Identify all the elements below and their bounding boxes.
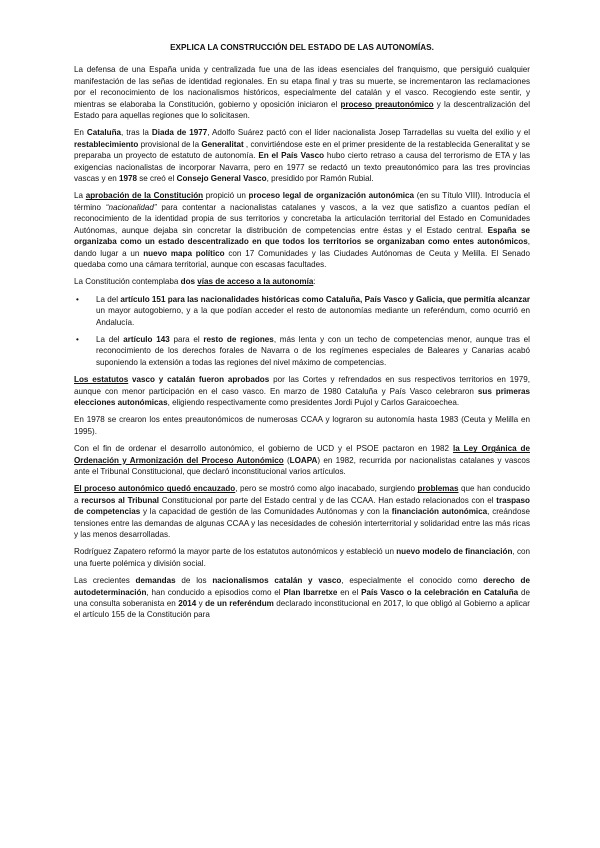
bold-term: recursos al Tribunal <box>81 495 160 505</box>
bold-term: Generalitat <box>201 139 244 149</box>
text-run: , creándose tensiones entre las demandas de algunas CCAA y las necesidades de cohesión interterritorial y solidaridad entre las más ricas y las menos desarrolladas. <box>74 507 530 540</box>
text-run: y <box>196 599 206 609</box>
underlined-term: proceso preautonómico <box>340 99 434 109</box>
bold-term: Consejo General Vasco <box>176 174 267 184</box>
text-run: Con el fin de ordenar el desarrollo autonómico, el gobierno de UCD y el PSOE pactaron en 1982 <box>74 444 453 454</box>
text-run: propició un <box>203 191 249 201</box>
text-run: por las Cortes y refrendados en sus respectivos territorios en 1979, aunque con menor participación en el caso vasco. En marzo de 1980 Cataluña y País Vasco celebraron <box>74 375 531 396</box>
text-run: La del <box>96 294 121 304</box>
paragraph-constitucion <box>74 190 530 270</box>
text-run: para contentar a nacionalistas catalanes y vascos, a la vez que satisfizo a cuantos pedían el reconocimiento de la identidad propia de sus territorios y concretaba la articulación territorial del Estado en Comunidades Autónomas, aunque dejaba sin concretar la distribución de competencias entre éstas y el Estado central. <box>74 202 530 235</box>
text-run: ( <box>283 455 290 465</box>
bold-term: 2014 <box>178 599 197 609</box>
bold-term: traspaso de competencias <box>74 495 530 517</box>
paragraph-demandas-nacionalistas <box>74 575 530 621</box>
bold-term: vasco y catalán fueron aprobados <box>128 375 270 385</box>
text-run: Constitucional por parte del Estado central y de las CCAA. Han estado relacionados con el <box>159 495 497 505</box>
underlined-term: vías de acceso a la autonomía <box>197 277 314 287</box>
bold-term: nacionalismos catalán y vasco <box>212 576 342 586</box>
text-run: En <box>74 128 87 138</box>
text-run: y la descentralización del Estado para aquellas regiones que lo solicitasen. <box>74 99 530 121</box>
paragraph-entes-preautonomicos: En 1978 se crearon los entes preautonómicos de numerosas CCAA y lograron su autonomía hasta 1983 (Ceuta y Melilla en 1995). <box>74 415 530 436</box>
bold-term: proceso legal de organización autonómica <box>248 191 415 201</box>
underlined-term: aprobación de la Constitución <box>85 191 204 201</box>
underlined-term: la Ley Orgánica de Ordenación y Armonización del Proceso Autonómico <box>74 444 530 465</box>
text-run: , eligiendo respectivamente como presidentes Jordi Pujol y Carlos Garaicoechea. <box>167 397 460 407</box>
text-run: , con una fuerte polémica y división social. <box>74 547 530 568</box>
underlined-term: problemas <box>417 484 459 494</box>
bold-term: financiación autonómica <box>391 507 488 517</box>
text-run: , han conducido a episodios como el <box>146 587 284 597</box>
text-run: La defensa de una España unida y centralizada fue una de las ideas esenciales del franquismo, que persiguió cualquier manifestación de las señas de identidad regionales. En su etapa final y tras su muerte, se incrementaron las reclamaciones por el reconocimiento de los nacionalismos históricos, especialmente del catalán y el vasco. Recogiendo este sentir, y mientras se elaboraba la Constitución, gobierno y oposición iniciaron el <box>74 65 530 109</box>
bold-term: dos <box>180 277 196 287</box>
paragraph-zapatero <box>74 546 530 569</box>
text-run: , pero se mostró como algo inacabado, surgiendo <box>235 484 418 494</box>
text-run: , más lenta y con un techo de competencias menor, aunque tras el reconocimiento de los derechos forales de Navarra o de los regímenes especiales de Baleares y Canarias acabó suponiendo la extensión a todas las regiones del nivel máximo de competencias. <box>96 334 530 367</box>
paragraph-franquismo <box>74 64 530 121</box>
bold-term: restablecimiento <box>74 139 139 149</box>
bold-term: Cataluña <box>86 128 122 138</box>
bullet-icon: • <box>76 334 79 344</box>
bold-term: artículo 151 para las nacionalidades históricas como Cataluña, País Vasco y Galicia, que permitía alcanzar <box>120 294 530 304</box>
bold-term: Diada de 1977 <box>151 128 208 138</box>
text-run: para el <box>169 334 204 344</box>
text-run: , especialmente el conocido como <box>341 576 484 586</box>
text-run: y la capacidad de gestión de las Comunidades Autónomas y con la <box>140 507 392 517</box>
bold-term: España se organizaba como un estado descentralizado en que todos los territorios se organizaban como entes autonómicos <box>74 225 530 247</box>
bold-term: nuevo mapa político <box>143 248 225 258</box>
underlined-term: El proceso autonómico quedó encauzado <box>74 484 236 494</box>
text-run: La <box>74 191 86 201</box>
text-run: (en su Título VIII). Introducía el término <box>74 191 530 212</box>
text-run: : <box>313 277 316 287</box>
paragraph-cataluna-pais-vasco <box>74 127 530 184</box>
bold-term: derecho de autodeterminación <box>74 576 530 597</box>
bullet-list <box>74 294 530 368</box>
bold-term: 1978 <box>119 174 138 184</box>
list-item-articulo-143 <box>74 334 530 368</box>
bold-term: demandas <box>135 576 176 586</box>
text-run: de una consulta soberanista en <box>74 587 530 609</box>
text-run: declarado inconstitucional en 2017, lo que obligó al Gobierno a aplicar el artículo 155 de la Constitución para <box>74 599 531 620</box>
bold-term: En el País Vasco <box>258 151 325 161</box>
text-run: , dando lugar a un <box>74 237 530 258</box>
paragraph-proceso-encauzado <box>74 483 530 540</box>
text-run: Las crecientes <box>74 576 136 586</box>
text-run: Rodríguez Zapatero reformó la mayor parte de los estatutos autonómicos y estableció un <box>74 547 397 557</box>
bold-term: artículo 143 <box>123 334 170 344</box>
text-run: en el <box>337 587 362 597</box>
bold-term: Plan Ibarretxe <box>283 587 338 597</box>
bold-term: de un referéndum <box>205 599 274 609</box>
text-run: un mayor autogobierno, y a la que podían acceder el resto de autonomías mediante un referéndum, como ocurrió en Andalucía. <box>96 306 530 327</box>
bold-term: nuevo modelo de financiación <box>396 547 513 557</box>
paragraph-loapa <box>74 443 530 477</box>
text-run: de los <box>175 576 213 586</box>
text-run: provisional de la <box>138 139 202 149</box>
text-run: que han conducido a <box>74 484 531 505</box>
text-run: hubo cierto retraso a causa del terrorismo de ETA y las exigencias nacionalistas de incorporar Navarra, pero en 1977 se redactó un texto preautonómico para las tres provincias vascas y en <box>74 151 530 184</box>
text-run: La Constitución contemplaba <box>74 277 181 287</box>
text-run: ) en 1982, recurrida por nacionalistas catalanes y vascos ante el Tribunal Constitucional, que declaró inconstitucional varios artículos. <box>74 455 530 476</box>
paragraph-estatutos <box>74 374 530 408</box>
text-run: se creó el <box>137 174 177 184</box>
text-run: , Adolfo Suárez pactó con el líder nacionalista Josep Tarradellas su vuelta del exilio y el <box>207 128 530 138</box>
bullet-icon: • <box>76 294 79 304</box>
text-run: , convirtiéndose este en el primer presidente de la restablecida Generalitat y se preparaba un proyecto de estatuto de autonomía. <box>74 139 530 161</box>
italic-term: “nacionalidad” <box>105 202 157 212</box>
bold-term: sus primeras elecciones autonómicas <box>74 386 530 407</box>
underlined-term: Los estatutos <box>74 375 129 385</box>
list-item-articulo-151 <box>74 294 530 328</box>
text-run: , tras la <box>121 128 152 138</box>
text-run: con 17 Comunidades y las Ciudades Autónomas de Ceuta y Melilla. El Senado quedaba como una cámara territorial, aunque con escasas facultades. <box>74 248 530 269</box>
bold-term: LOAPA <box>289 455 318 465</box>
document-title: EXPLICA LA CONSTRUCCIÓN DEL ESTADO DE LAS AUTONOMÍAS. <box>170 43 434 52</box>
text-run: , presidido por Ramón Rubial. <box>266 174 374 184</box>
document-body <box>74 42 530 627</box>
bold-term: resto de regiones <box>203 334 274 344</box>
paragraph-vias-acceso <box>74 276 530 287</box>
bold-term: País Vasco o la celebración en Cataluña <box>361 587 519 597</box>
text-run: La del <box>96 334 124 344</box>
